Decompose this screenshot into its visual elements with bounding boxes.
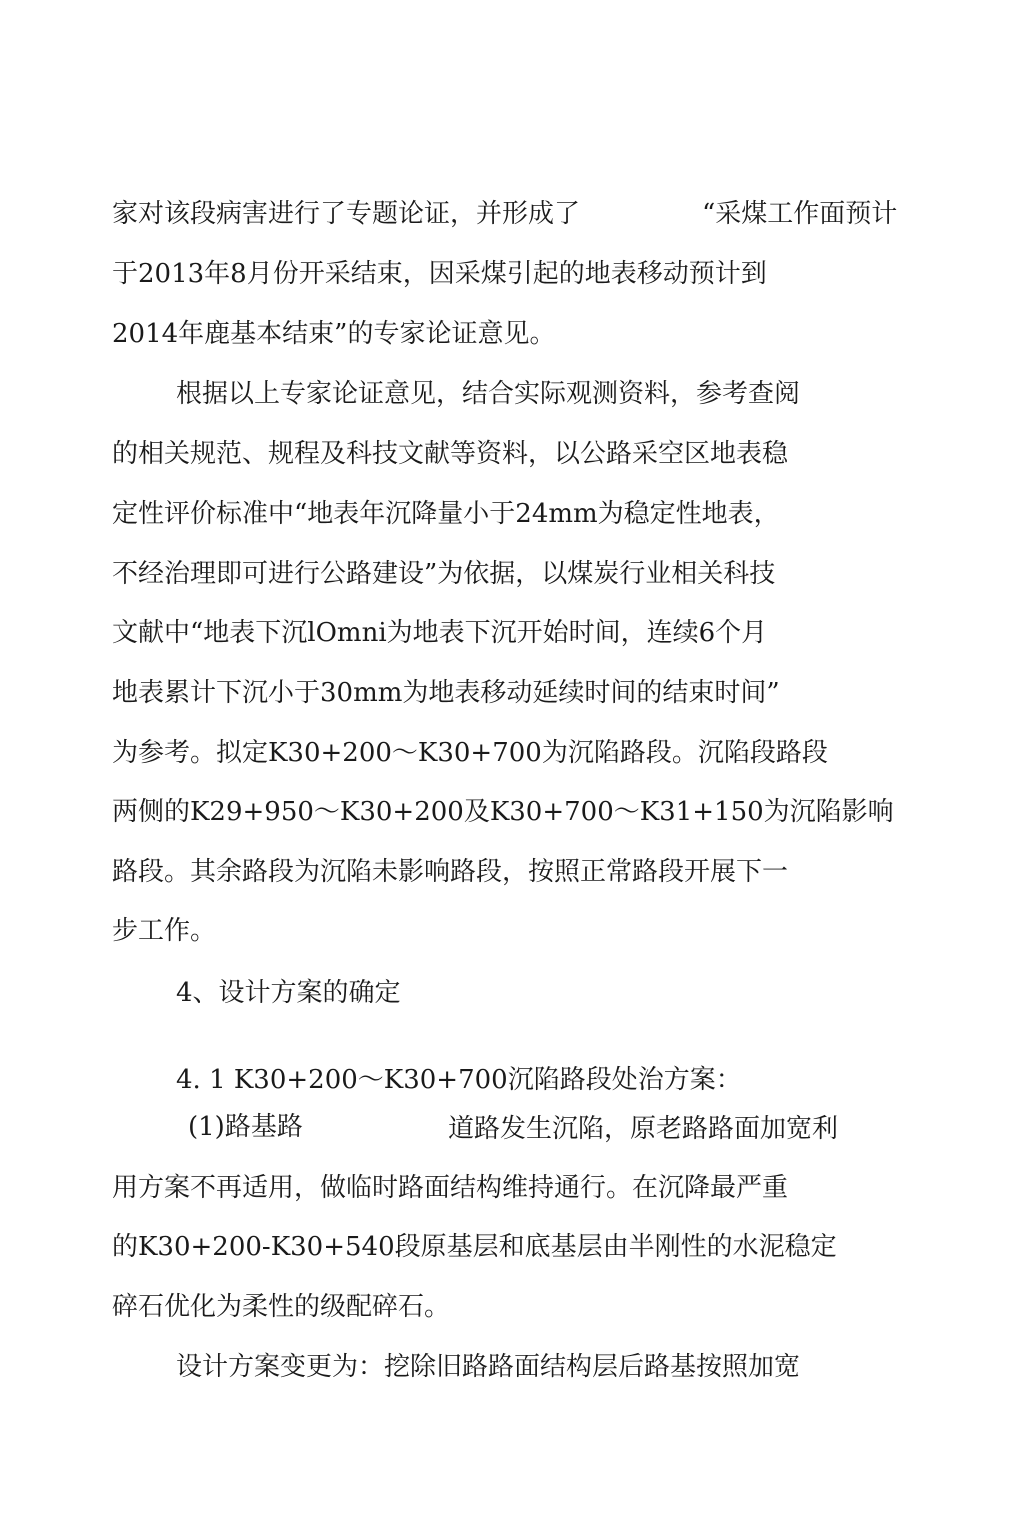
final-line: 设计方案变更为：挖除旧路路面结构层后路基按照加宽 bbox=[176, 1352, 801, 1382]
paragraph-line-1: 根据以上专家论证意见，结合实际观测资料，参考查阅 bbox=[176, 379, 801, 409]
item-line-1b: 道路发生沉陷，原老路路面加宽利 bbox=[448, 1114, 839, 1144]
item-line-2: 用方案不再适用，做临时路面结构维持通行。在沉降最严重 bbox=[112, 1173, 789, 1203]
text-line-3: 2014年鹿基本结束”的专家论证意见。 bbox=[112, 319, 556, 349]
text-line-2: 于2013年8月份开采结束，因采煤引起的地表移动预计到 bbox=[112, 259, 767, 289]
paragraph-line-6: 地表累计下沉小于30mm为地表移动延续时间的结束时间” bbox=[112, 678, 780, 708]
section-heading: 4、设计方案的确定 bbox=[176, 978, 401, 1008]
paragraph-line-9: 路段。其余路段为沉陷未影响路段，按照正常路段开展下一 bbox=[112, 857, 789, 887]
item-line-3: 的K30+200-K30+540段原基层和底基层由半刚性的水泥稳定 bbox=[112, 1232, 837, 1262]
paragraph-line-5: 文献中“地表下沉lOmni为地表下沉开始时间，连续6个月 bbox=[112, 618, 768, 648]
paragraph-line-2: 的相关规范、规程及科技文献等资料，以公路采空区地表稳 bbox=[112, 439, 789, 469]
paragraph-line-8: 两侧的K29+950～K30+200及K30+700～K31+150为沉陷影响 bbox=[112, 797, 894, 827]
paragraph-line-4: 不经治理即可进行公路建设”为依据，以煤炭行业相关科技 bbox=[112, 559, 776, 589]
text-line-1b: “采煤工作面预计 bbox=[702, 199, 898, 229]
subsection-heading: 4. 1 K30+200～K30+700沉陷路段处治方案： bbox=[176, 1065, 742, 1095]
item-line-4: 碎石优化为柔性的级配碎石。 bbox=[112, 1292, 451, 1322]
paragraph-line-3: 定性评价标准中“地表年沉降量小于24mm为稳定性地表， bbox=[112, 499, 780, 529]
paragraph-line-7: 为参考。拟定K30+200～K30+700为沉陷路段。沉陷段路段 bbox=[112, 738, 828, 768]
paragraph-line-10: 步工作。 bbox=[112, 916, 217, 946]
text-line-1a: 家对该段病害进行了专题论证，并形成了 bbox=[112, 199, 581, 229]
item-line-1a: (1)路基路 bbox=[188, 1112, 303, 1142]
